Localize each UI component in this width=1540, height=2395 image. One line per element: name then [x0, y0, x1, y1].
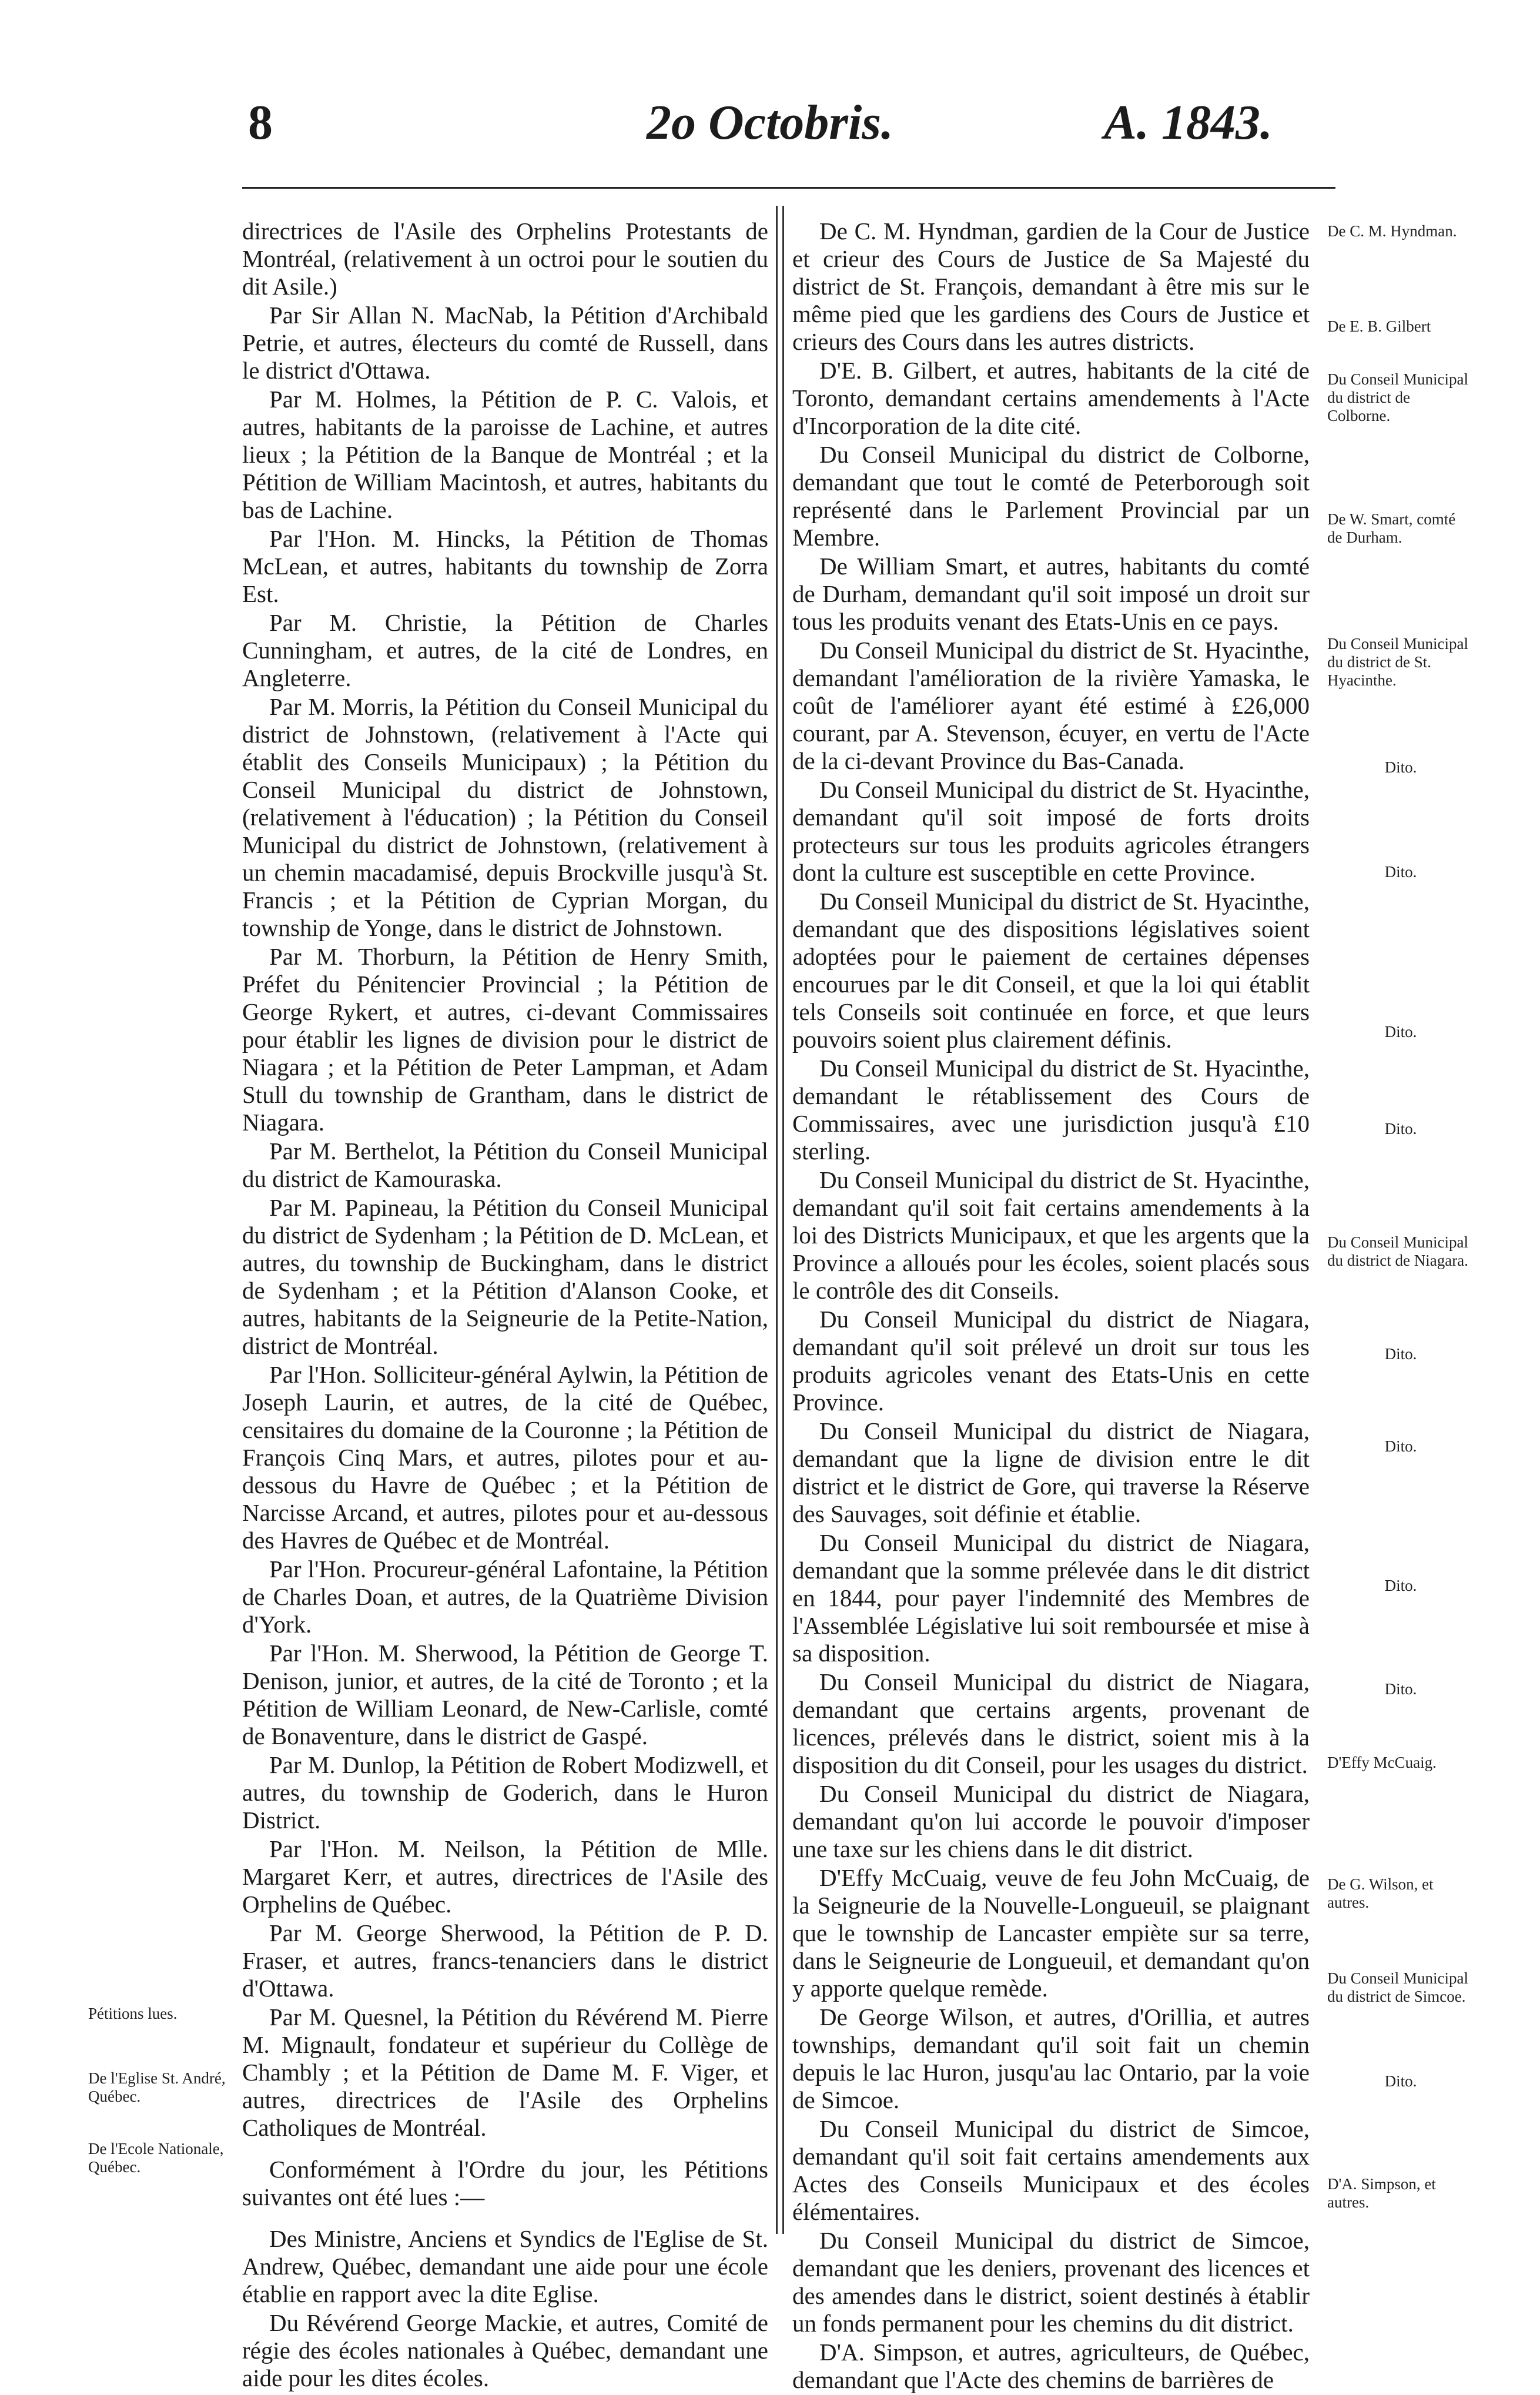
right-paragraph: Du Conseil Municipal du district de St. Hyacinthe, demandant qu'il soit imposé de forts droits protecteurs sur tous les produits agricoles étrangers dont la culture est susceptible en cette Province. [792, 776, 1310, 886]
margin-note: Dito. [1384, 1680, 1417, 1698]
page-number: 8 [248, 95, 273, 150]
right-paragraph: D'A. Simpson, et autres, agriculteurs, de Québec, demandant que l'Acte des chemins de barrières de [792, 2339, 1310, 2393]
margin-note: Dito. [1384, 1120, 1417, 1138]
margin-note: D'A. Simpson, et autres. [1327, 2175, 1436, 2211]
left-paragraph: Par l'Hon. Solliciteur-général Aylwin, la Pétition de Joseph Laurin, et autres, de la cité de Québec, censitaires du domaine de la Couronne ; la Pétition de François Cinq Mars, et autres, pilotes pour et au-dessous du Havre de Québec ; et la Pétition de Narcisse Arcand, et autres, pilotes pour et au-dessous des Havres de Québec et de Montréal. [242, 1361, 768, 1554]
margin-note: De E. B. Gilbert [1327, 317, 1431, 335]
right-paragraph: De C. M. Hyndman, gardien de la Cour de Justice et crieur des Cours de Justice de Sa Majesté du district de St. François, demandant à être mis sur le même pied que les gardiens des Cours de Justice et crieurs des Cours dans les autres districts. [792, 218, 1310, 355]
left-paragraph: Du Révérend George Mackie, et autres, Comité de régie des écoles nationales à Québec, demandant une aide pour les dites écoles. [242, 2309, 768, 2391]
right-paragraph: Du Conseil Municipal du district de Niagara, demandant que la ligne de division entre le dit district et le district de Gore, qui traverse la Réserve des Sauvages, soit définie et établie. [792, 1417, 1310, 1527]
left-paragraph: directrices de l'Asile des Orphelins Protestants de Montréal, (relativement à un octroi pour le soutien du dit Asile.) [242, 218, 768, 300]
left-paragraph: Par M. Dunlop, la Pétition de Robert Modizwell, et autres, du township de Goderich, dans le Huron District. [242, 1751, 768, 1834]
left-paragraph: Par l'Hon. Procureur-général Lafontaine, la Pétition de Charles Doan, et autres, de la Quatrième Division d'York. [242, 1556, 768, 1638]
right-paragraph: Du Conseil Municipal du district de Niagara, demandant que la somme prélevée dans le dit district en 1844, pour payer l'indemnité des Membres de l'Assemblée Législative lui soit remboursée et mise à sa disposition. [792, 1529, 1310, 1667]
left-paragraph: Par M. George Sherwood, la Pétition de P. D. Fraser, et autres, francs-tenanciers dans le district d'Ottawa. [242, 1919, 768, 2002]
margin-note: Dito. [1384, 1345, 1417, 1363]
left-column [242, 218, 768, 2393]
left-paragraph: Par l'Hon. M. Neilson, la Pétition de Mlle. Margaret Kerr, et autres, directrices de l'Asile des Orphelins de Québec. [242, 1835, 768, 1918]
margin-note: Du Conseil Municipal du district de Niagara. [1327, 1233, 1468, 1269]
right-paragraph: Du Conseil Municipal du district de Niagara, demandant qu'on lui accorde le pouvoir d'imposer une taxe sur les chiens dans le dit district. [792, 1780, 1310, 1862]
margin-note: Du Conseil Municipal du district de Colborne. [1327, 370, 1468, 424]
margin-note: De C. M. Hyndman. [1327, 222, 1457, 240]
right-paragraph: Du Conseil Municipal du district de St. Hyacinthe, demandant que des dispositions législatives soient adoptées pour le paiement de certaines dépenses encourues par le dit Conseil, et que la loi qui établit tels Conseils soit continuée en force, et que leurs pouvoirs soient plus clairement définis. [792, 888, 1310, 1053]
right-paragraph: Du Conseil Municipal du district de Niagara, demandant qu'il soit prélevé un droit sur tous les produits agricoles venant des Etats-Unis en cette Province. [792, 1306, 1310, 1416]
margin-note: Dito. [1384, 1437, 1417, 1455]
right-paragraph: Du Conseil Municipal du district de Niagara, demandant que certains argents, provenant de licences, prélevés dans le district, soient mis à la disposition du dit Conseil, pour les usages du district. [792, 1668, 1310, 1778]
right-column [792, 218, 1310, 2395]
right-paragraph: Du Conseil Municipal du district de Colborne, demandant que tout le comté de Peterborough soit représenté dans le Parlement Provincial par un Membre. [792, 441, 1310, 551]
margin-note: De l'Eglise St. André, Québec. [88, 2069, 226, 2105]
left-paragraph: Par M. Quesnel, la Pétition du Révérend M. Pierre M. Mignault, fondateur et supérieur du Collège de Chambly ; et la Pétition de Dame M. F. Viger, et autres, directrices de l'Asile des Orphelins Catholiques de Montréal. [242, 2003, 768, 2141]
petitions-read-heading: Conformément à l'Ordre du jour, les Pétitions suivantes ont été lues :— [242, 2156, 768, 2210]
margin-note: Dito. [1384, 1577, 1417, 1594]
left-paragraph: Des Ministre, Anciens et Syndics de l'Eglise de St. Andrew, Québec, demandant une aide pour une école établie en rapport avec la dite Eglise. [242, 2225, 768, 2307]
left-paragraph: Par M. Thorburn, la Pétition de Henry Smith, Préfet du Pénitencier Provincial ; la Pétition de George Rykert, et autres, ci-devant Commissaires pour établir les lignes de division pour le district de Niagara ; et la Pétition de Peter Lampman, et Adam Stull du township de Grantham, dans le district de Niagara. [242, 943, 768, 1136]
margin-note: De G. Wilson, et autres. [1327, 1875, 1434, 1911]
left-paragraph: Par M. Berthelot, la Pétition du Conseil Municipal du district de Kamouraska. [242, 1138, 768, 1192]
left-paragraph: Par M. Holmes, la Pétition de P. C. Valois, et autres, habitants de la paroisse de Lachine, et autres lieux ; la Pétition de la Banque de Montréal ; et la Pétition de William Macintosh, et autres, habitants du bas de Lachine. [242, 386, 768, 523]
page-header [0, 94, 1540, 170]
margin-note: Dito. [1384, 758, 1417, 776]
margin-note: D'Effy McCuaig. [1327, 1754, 1437, 1771]
right-paragraph: Du Conseil Municipal du district de St. Hyacinthe, demandant qu'il soit fait certains amendements à la loi des Districts Municipaux, et que les argents que la Province a alloués pour les écoles, soient placés sous le contrôle des dit Conseils. [792, 1166, 1310, 1304]
right-paragraph: Du Conseil Municipal du district de Simcoe, demandant qu'il soit fait certains amendements aux Actes des Conseils Municipaux et des écoles élémentaires. [792, 2115, 1310, 2225]
right-paragraph: Du Conseil Municipal du district de St. Hyacinthe, demandant l'amélioration de la rivière Yamaska, le coût de l'améliorer ayant été estimé à £26,000 courant, par A. Stevenson, écuyer, en vertu de l'Acte de la ci-devant Province du Bas-Canada. [792, 637, 1310, 774]
right-paragraph: De William Smart, et autres, habitants du comté de Durham, demandant qu'il soit imposé un droit sur tous les produits venant des Etats-Unis en ce pays. [792, 553, 1310, 635]
margin-note: Pétitions lues. [88, 2005, 178, 2022]
left-paragraph: Par M. Christie, la Pétition de Charles Cunningham, et autres, de la cité de Londres, en Angleterre. [242, 609, 768, 691]
margin-note: Dito. [1384, 863, 1417, 881]
left-paragraph: Par M. Papineau, la Pétition du Conseil Municipal du district de Sydenham ; la Pétition de D. McLean, et autres, du township de Buckingham, dans le district de Sydenham ; et la Pétition d'Alanson Cooke, et autres, habitants de la Seigneurie de la Petite-Nation, district de Montréal. [242, 1194, 768, 1359]
margin-note: De l'Ecole Nationale, Québec. [88, 2140, 224, 2176]
left-paragraph: Par Sir Allan N. MacNab, la Pétition d'Archibald Petrie, et autres, électeurs du comté de Russell, dans le district d'Ottawa. [242, 302, 768, 384]
left-paragraph: Par M. Morris, la Pétition du Conseil Municipal du district de Johnstown, (relativement à l'Acte qui établit des Conseils Municipaux) ; la Pétition du Conseil Municipal du district de Johnstown, (relativement à l'éducation) ; la Pétition du Conseil Municipal du district de Johnstown, (relativement à un chemin macadamisé, depuis Brockville jusqu'à St. Francis ; et la Pétition de Cyprian Morgan, du township de Yonge, dans le district de Johnstown. [242, 693, 768, 941]
right-paragraph: Du Conseil Municipal du district de St. Hyacinthe, demandant le rétablissement des Cours de Commissaires, avec une jurisdiction jusqu'à £10 sterling. [792, 1055, 1310, 1165]
margin-note: Du Conseil Municipal du district de Simcoe. [1327, 1969, 1468, 2005]
margin-note: Dito. [1384, 2072, 1417, 2090]
page-year: A. 1843. [1104, 95, 1273, 150]
margin-note: Du Conseil Municipal du district de St. Hyacinthe. [1327, 635, 1468, 689]
header-rule [242, 187, 1335, 189]
right-paragraph: Du Conseil Municipal du district de Simcoe, demandant que les deniers, provenant des licences et des amendes dans le district, soient destinés à établir un fonds permanent pour les chemins du dit district. [792, 2227, 1310, 2337]
left-paragraph: Par l'Hon. M. Hincks, la Pétition de Thomas McLean, et autres, habitants du township de Zorra Est. [242, 525, 768, 607]
page-date: 2o Octobris. [647, 95, 893, 150]
right-paragraph: D'E. B. Gilbert, et autres, habitants de la cité de Toronto, demandant certains amendements à l'Acte d'Incorporation de la dite cité. [792, 357, 1310, 439]
right-paragraph: D'Effy McCuaig, veuve de feu John McCuaig, de la Seigneurie de la Nouvelle-Longueuil, se plaignant que le township de Lancaster empiète sur sa terre, dans le Seigneurie de Longueuil, et demandant qu'on y apporte quelque remède. [792, 1864, 1310, 2002]
margin-note: Dito. [1384, 1023, 1417, 1041]
right-paragraph: De George Wilson, et autres, d'Orillia, et autres townships, demandant qu'il soit fait un chemin depuis le lac Huron, jusqu'au lac Ontario, par la voie de Simcoe. [792, 2003, 1310, 2113]
column-divider [776, 206, 784, 2234]
margin-note: De W. Smart, comté de Durham. [1327, 510, 1456, 546]
left-paragraph: Par l'Hon. M. Sherwood, la Pétition de George T. Denison, junior, et autres, de la cité de Toronto ; et la Pétition de William Leonard, de New-Carlisle, comté de Bonaventure, dans le district de Gaspé. [242, 1640, 768, 1750]
